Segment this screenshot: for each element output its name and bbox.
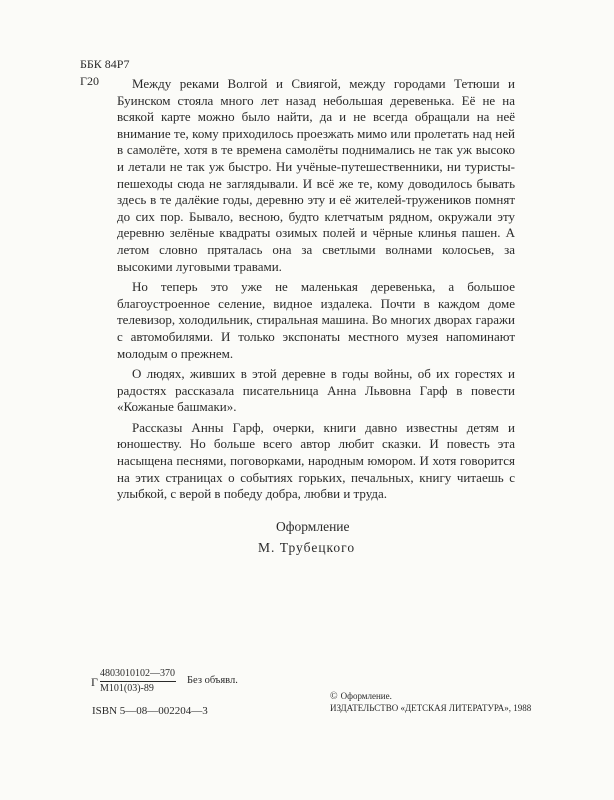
author-mark: Г20 xyxy=(80,74,99,88)
code-denominator: М101(03)-89 xyxy=(100,683,154,694)
bbk-code: ББК 84Р7 xyxy=(80,57,130,71)
isbn: ISBN 5—08—002204—3 xyxy=(92,705,208,717)
paragraph: Но теперь это уже не маленькая деревенька, а большое благоустроенное селение, видное издалека. Почти в каждом доме телевизор, холодильник, стиральная машина. Во многих дворах гаражи с автомобилями. И только экспонаты местного музея напоминают молодым о прежнем. xyxy=(117,279,515,361)
code-fraction xyxy=(100,668,176,695)
code-letter: Г xyxy=(91,675,98,689)
code-note: Без объявл. xyxy=(187,675,238,686)
copyright-design: Оформление. xyxy=(340,691,392,701)
annotation-text xyxy=(117,76,515,507)
copyright-publisher: ИЗДАТЕЛЬСТВО «ДЕТСКАЯ ЛИТЕРАТУРА», 1988 xyxy=(330,703,532,713)
designer-name: М. Трубецкого xyxy=(258,540,356,555)
copyright-icon: © xyxy=(330,691,338,702)
copyright xyxy=(330,690,532,713)
paragraph: Рассказы Анны Гарф, очерки, книги давно известны детям и юношеству. Но больше всего автор любит сказки. И повесть эта насыщена песнями, поговорками, народным юмором. И хотя говорится на этих страницах о событиях горьких, печальных, книгу читаешь с улыбкой, с верой в победу добра, любви и труда. xyxy=(117,419,515,502)
design-label: Оформление xyxy=(276,519,350,534)
paragraph: О людях, живших в этой деревне в годы войны, об их горестях и радостях рассказала писательница Анна Львовна Гарф в повести «Кожаные башмаки». xyxy=(117,366,515,415)
code-numerator: 4803010102—370 xyxy=(100,668,176,682)
paragraph: Между реками Волгой и Свиягой, между городами Тетюши и Буинском стояла много лет назад небольшая деревенька. Её не на всякой карте можно было найти, да и не всегда обращали на неё внимание те, кому приходилось проезжать мимо или пролетать над ней в самолёте, хотя в те времена самолёты поднимались не так уж высоко и летали не так уж быстро. Ни учёные-путешественники, ни туристы-пешеходы сюда не заглядывали. И всё же те, кому доводилось бывать здесь в те далёкие годы, деревню эту и её жителей-тружеников помнят до сих пор. Бывало, весною, будто клетчатым рядном, окружали эту деревню зелёные квадраты озимых полей и чёрные клинья пашен. А летом словно пряталась она за светлыми волнами колосьев, за высокими луговыми травами. xyxy=(117,76,515,274)
